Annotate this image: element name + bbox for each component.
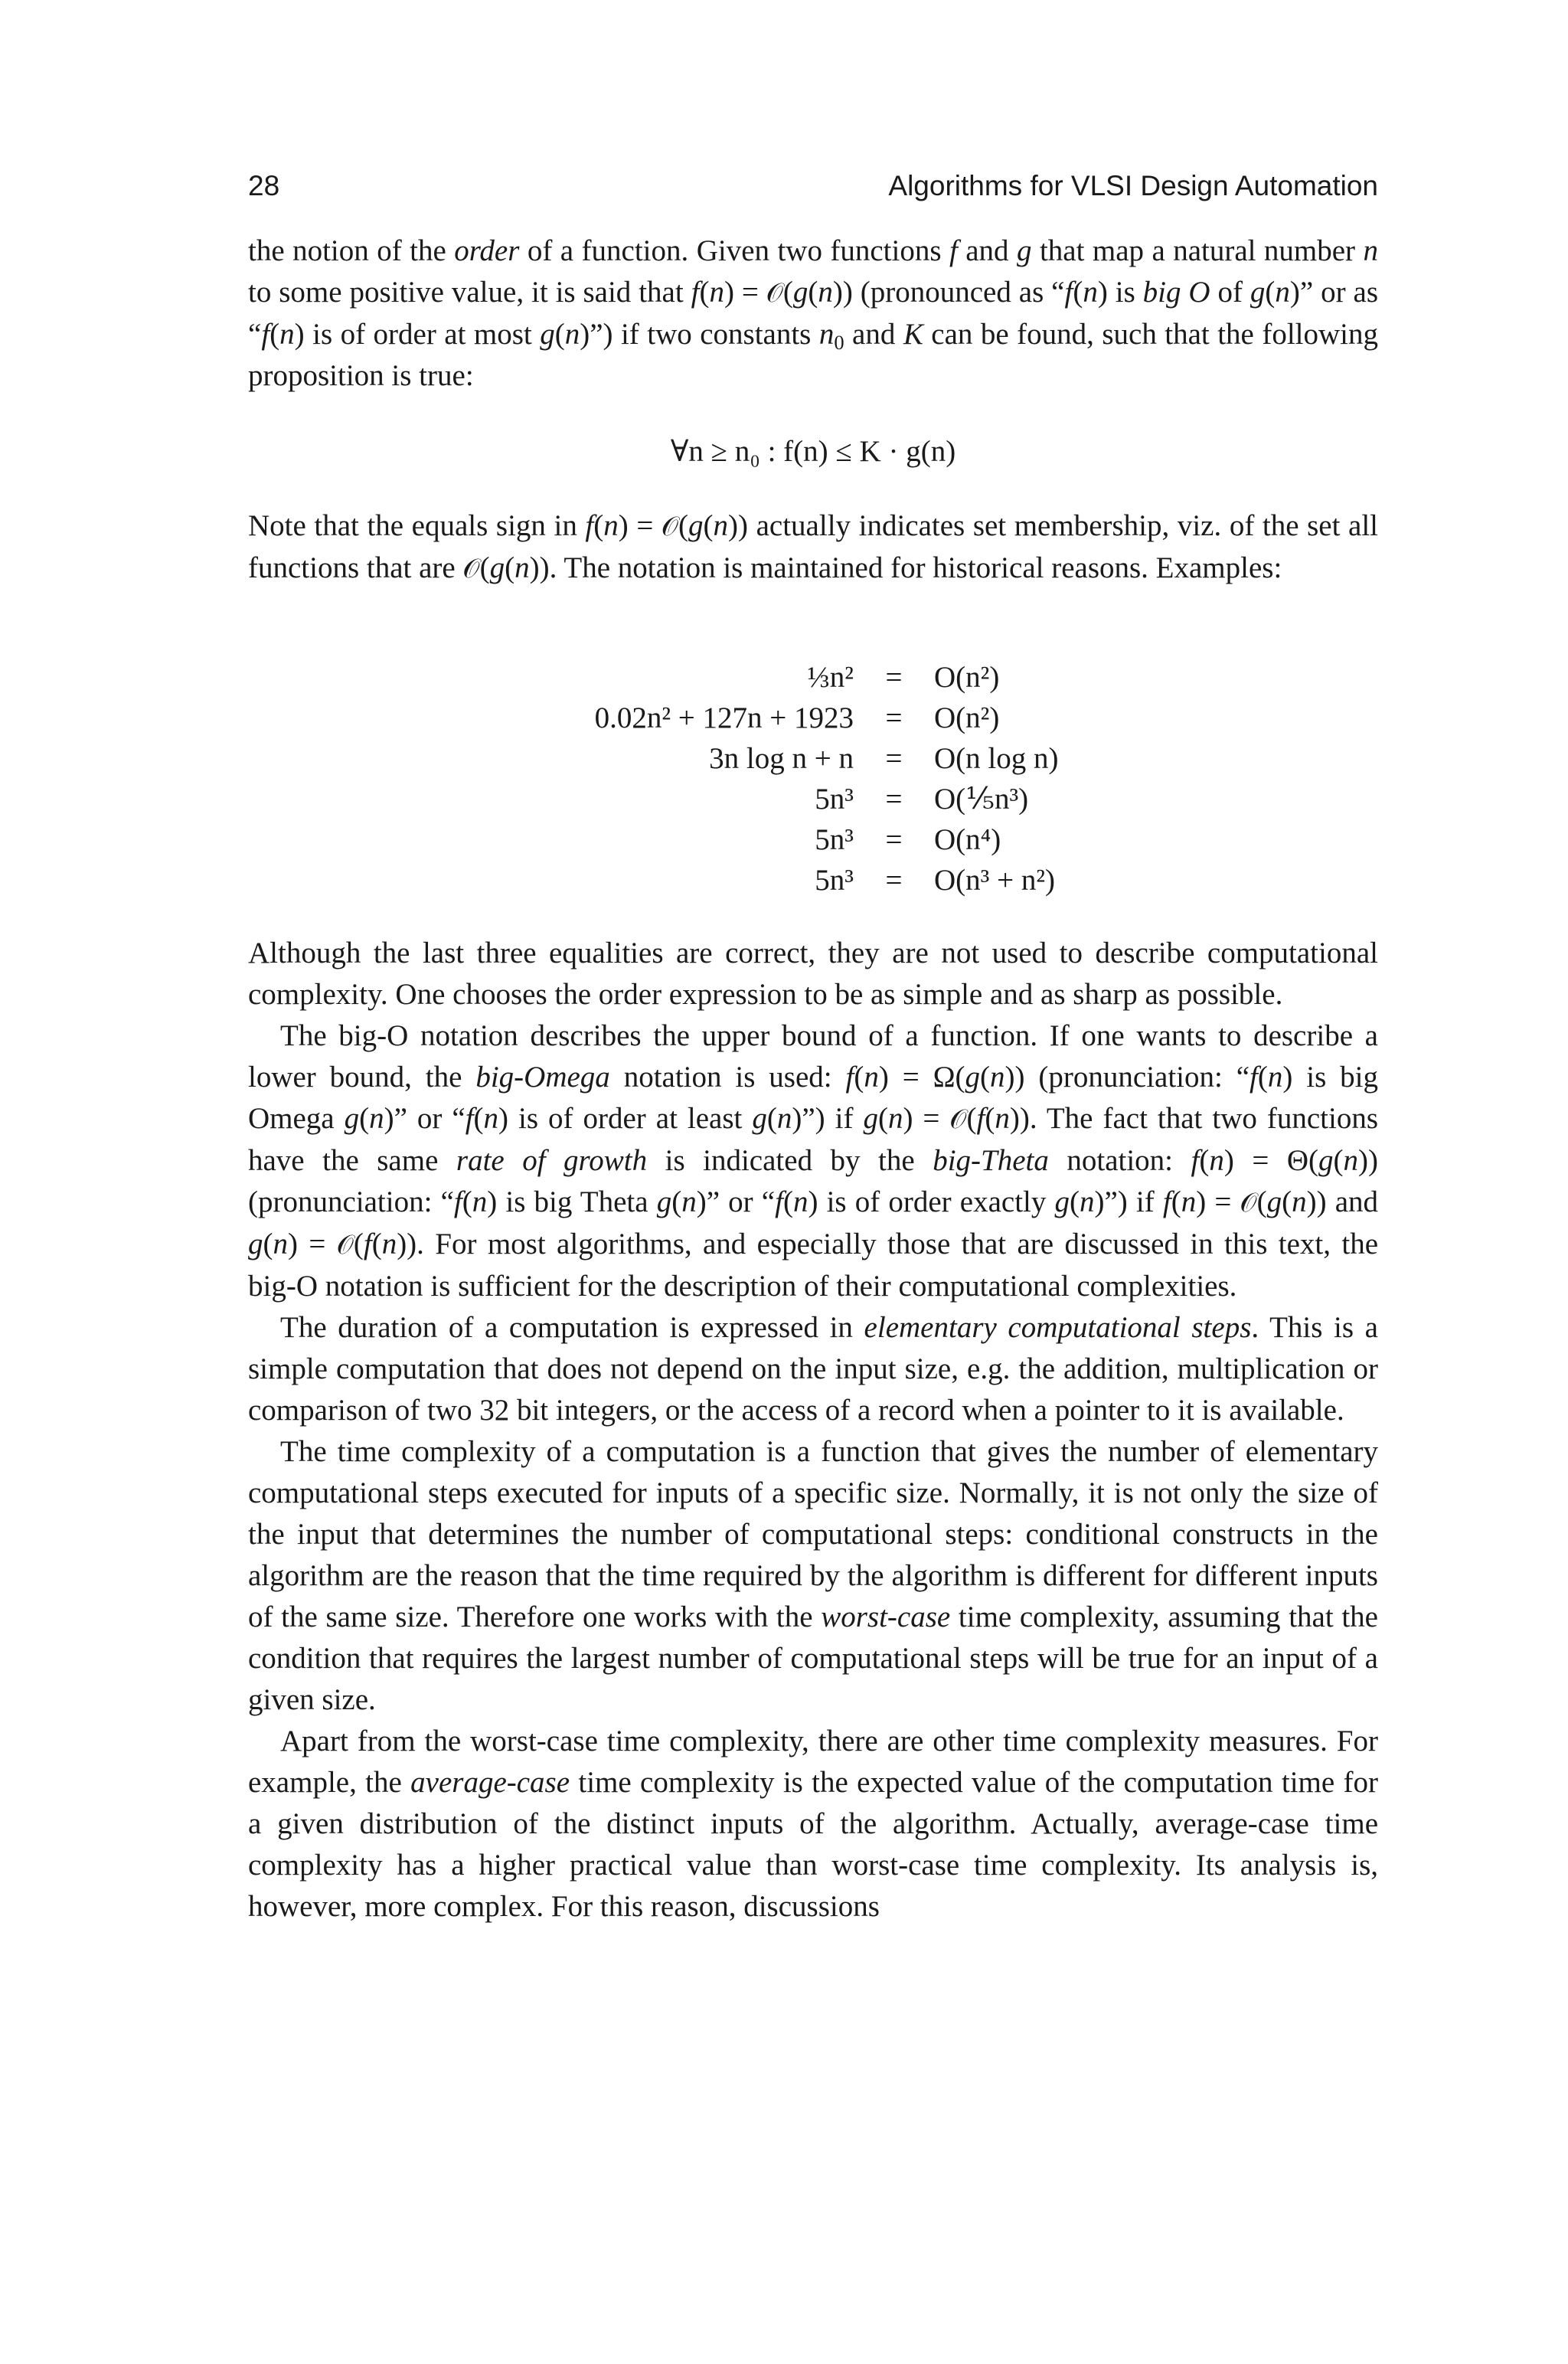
example-row: 0.02n² + 127n + 1923 = O(n²) bbox=[594, 701, 1000, 734]
running-head bbox=[248, 170, 1378, 208]
emphasis-average-case: average-case bbox=[410, 1766, 570, 1799]
display-equation bbox=[248, 431, 1378, 472]
example-row: 3n log n + n = O(n log n) bbox=[709, 742, 1059, 775]
example-row: 5n³ = O(n⁴) bbox=[815, 823, 1001, 856]
emphasis-elementary-steps: elementary computational steps bbox=[864, 1311, 1252, 1344]
body-text bbox=[248, 933, 1378, 1927]
emphasis-big-omega: big-Omega bbox=[475, 1061, 610, 1094]
paragraph-equals-sign-note: Note that the equals sign in f(n) = 𝒪(g(n)) actually indicates set membership, viz. of the set all functions that are 𝒪(g(n)). The notation is maintained for historical reasons. Examples: bbox=[248, 509, 1379, 584]
emphasis-big-o: big O bbox=[1142, 276, 1210, 309]
example-row: 5n³ = O(⅕n³) bbox=[815, 783, 1029, 816]
running-title: Algorithms for VLSI Design Automation bbox=[888, 170, 1378, 201]
example-row: 5n³ = O(n³ + n²) bbox=[815, 864, 1056, 897]
paragraph-elementary-steps: The duration of a computation is expressed in elementary computational steps. This is a simple computation that does not depend on the input size, e.g. the addition, multiplication or comparison of two 32 bit integers, or the access of a record when a pointer to it is available. bbox=[248, 1311, 1378, 1427]
example-row: ⅓n² = O(n²) bbox=[807, 661, 1000, 694]
paragraph-last-three: Although the last three equalities are correct, they are not used to describe computational complexity. One chooses the order expression to be as simple and as sharp as possible. bbox=[248, 937, 1378, 1011]
emphasis-worst-case: worst-case bbox=[821, 1601, 951, 1633]
examples-equation-array bbox=[429, 657, 1164, 901]
display-equation-text: ∀n ≥ n₀ : f(n) ≤ K · g(n) bbox=[670, 435, 956, 468]
paragraph-big-omega-theta: The big-O notation describes the upper bound of a function. If one wants to describe a lower bound, the big-Omega notation is used: f(n) = Ω(g(n)) (pronunciation: “f(n) is big Omega g(n)” or “f(n) is of order at least g(n)”) if g(n) = 𝒪(f(n)). The fact that two functions have the same rate of growth is indicated by the big-Theta notation: f(n) = Θ(g(n)) (pronunciation: “f(n) is big Theta g(n)” or “f(n) is of order exactly g(n)”) if f(n) = 𝒪(g(n)) and g(n) = 𝒪(f(n)). For most algorithms, and especially those that are discussed in this text, the big-O notation is sufficient for the description of their computational complexities. bbox=[248, 1019, 1379, 1303]
paragraph-order-definition: the notion of the order of a function. Given two functions f and g that map a natural number n to some positive value, it is said that f(n) = 𝒪(g(n)) (pronounced as “f(n) is big O of g(n)” or as “f(n) is of order at most g(n)”) if two constants $n_0$ and K can be found, such that the following proposition is true: bbox=[248, 234, 1379, 392]
page-number: 28 bbox=[248, 170, 280, 201]
paragraph-average-case: Apart from the worst-case time complexity, there are other time complexity measures. For example, the average-case time complexity is the expected value of the computation time for a given distribution of the distinct inputs of the algorithm. Actually, average-case time complexity has a higher practical value than worst-case time complexity. Its analysis is, however, more complex. For this reason, discussions bbox=[248, 1725, 1378, 1923]
paragraph-time-complexity: The time complexity of a computation is a function that gives the number of elementary computational steps executed for inputs of a specific size. Normally, it is not only the size of the input that determines the number of computational steps: conditional constructs in the algorithm are the reason that the time required by the algorithm is different for different inputs of the same size. Therefore one works with the worst-case time complexity, assuming that the condition that requires the largest number of computational steps will be true for an input of a given size. bbox=[248, 1435, 1378, 1716]
emphasis-big-theta: big-Theta bbox=[933, 1144, 1049, 1177]
emphasis-rate-of-growth: rate of growth bbox=[456, 1144, 648, 1177]
emphasis-order: order bbox=[454, 234, 520, 267]
